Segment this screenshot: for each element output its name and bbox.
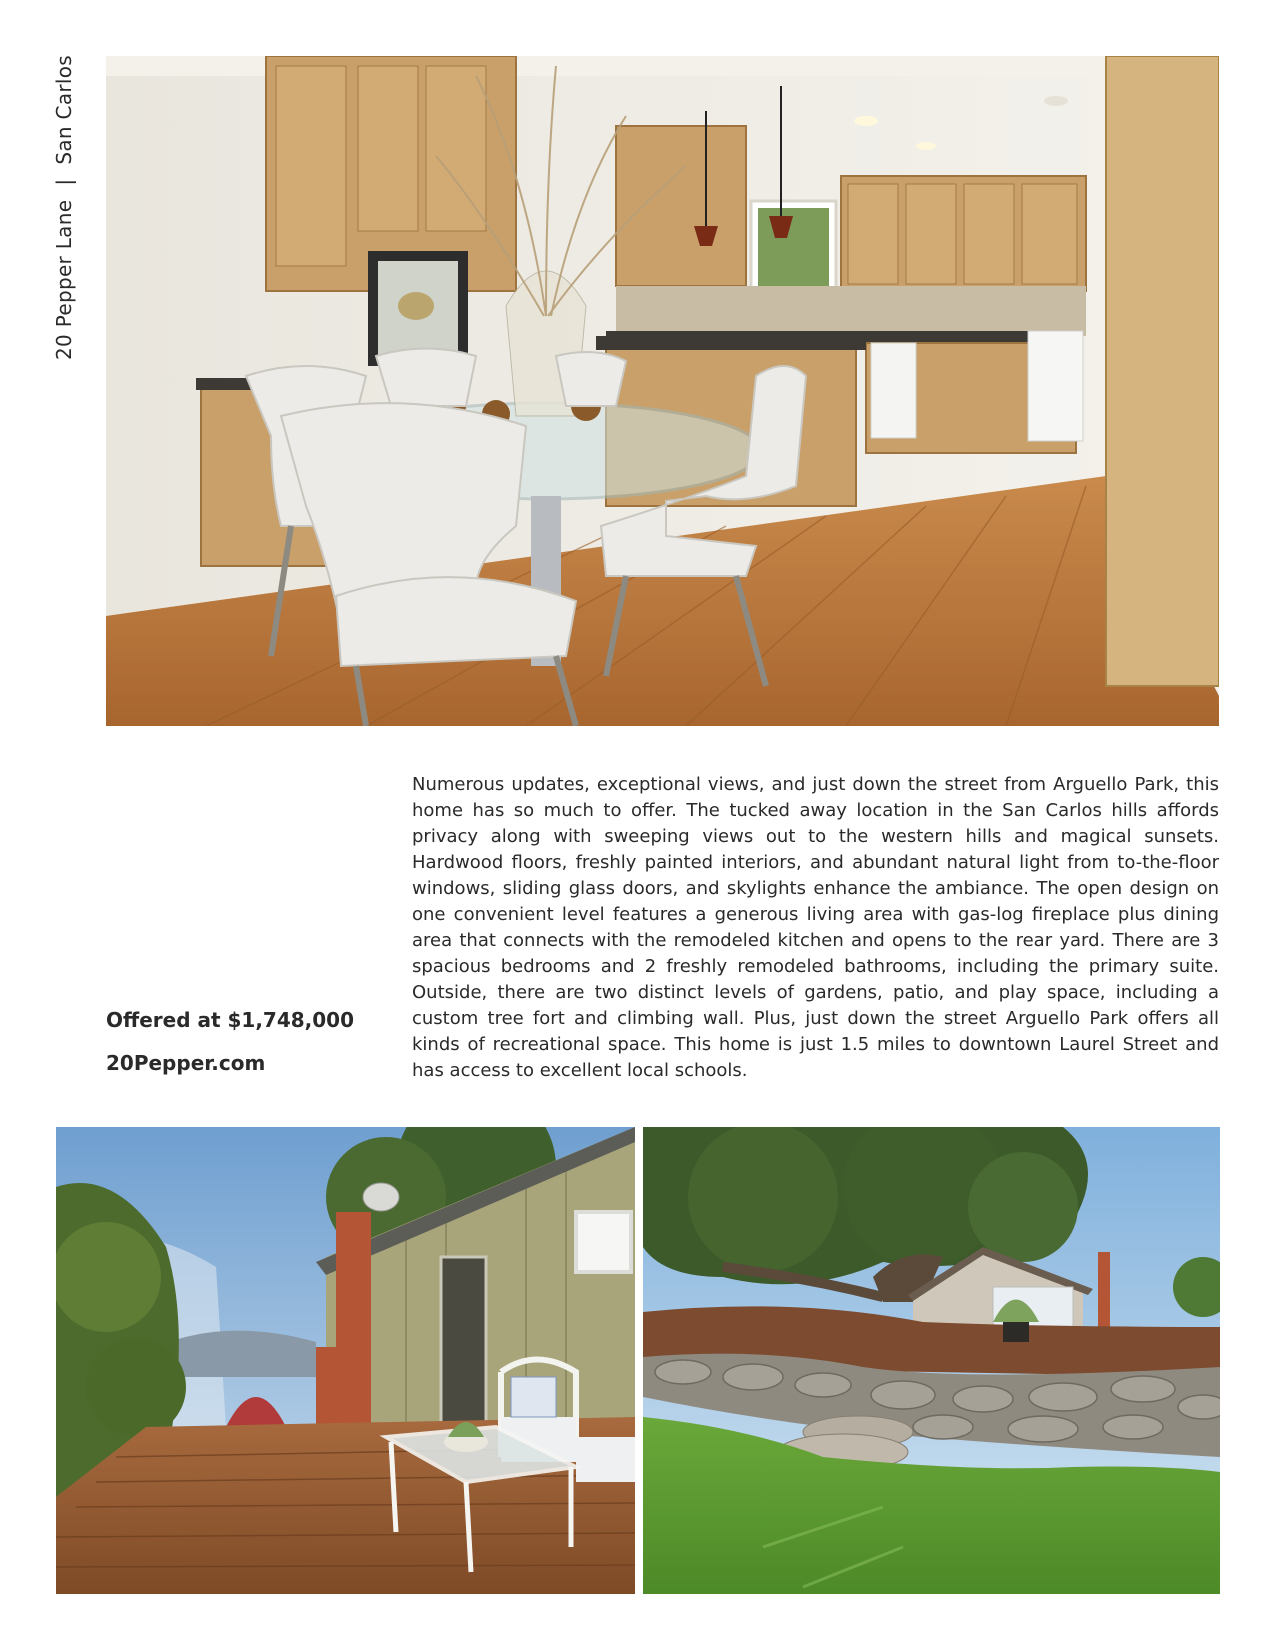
city-label: San Carlos bbox=[52, 54, 76, 165]
kitchen-dining-photo bbox=[106, 56, 1219, 726]
property-description: Numerous updates, exceptional views, and just down the street from Arguello Park, this home has so much to offer. The tucked away location in the San Carlos hills affords privacy along with sweeping views out to the western hills and magical sunsets. Hardwood floors, freshly painted interiors, and abundant natural light from to-the-floor windows, sliding glass doors, and skylights enhance the ambiance. The open design on one convenient level features a generous living area with gas-log fireplace plus dining area that connects with the remodeled kitchen and opens to the rear yard. There are 3 spacious bedrooms and 2 freshly remodeled bathrooms, including the primary suite. Outside, there are two distinct levels of gardens, patio, and play space, including a custom tree fort and climbing wall. Plus, just down the street Arguello Park offers all kinds of recreational space. This home is just 1.5 miles to downtown Laurel Street and has access to excellent local schools. bbox=[412, 774, 1219, 1081]
deck-photo bbox=[56, 1127, 635, 1594]
price-label: Offered at $1,748,000 bbox=[106, 1008, 355, 1032]
website-link[interactable]: 20Pepper.com bbox=[106, 1051, 266, 1075]
label-separator: | bbox=[52, 178, 76, 186]
address-label: 20 Pepper Lane bbox=[52, 199, 76, 360]
garden-photo bbox=[643, 1127, 1220, 1594]
side-label bbox=[52, 55, 76, 360]
